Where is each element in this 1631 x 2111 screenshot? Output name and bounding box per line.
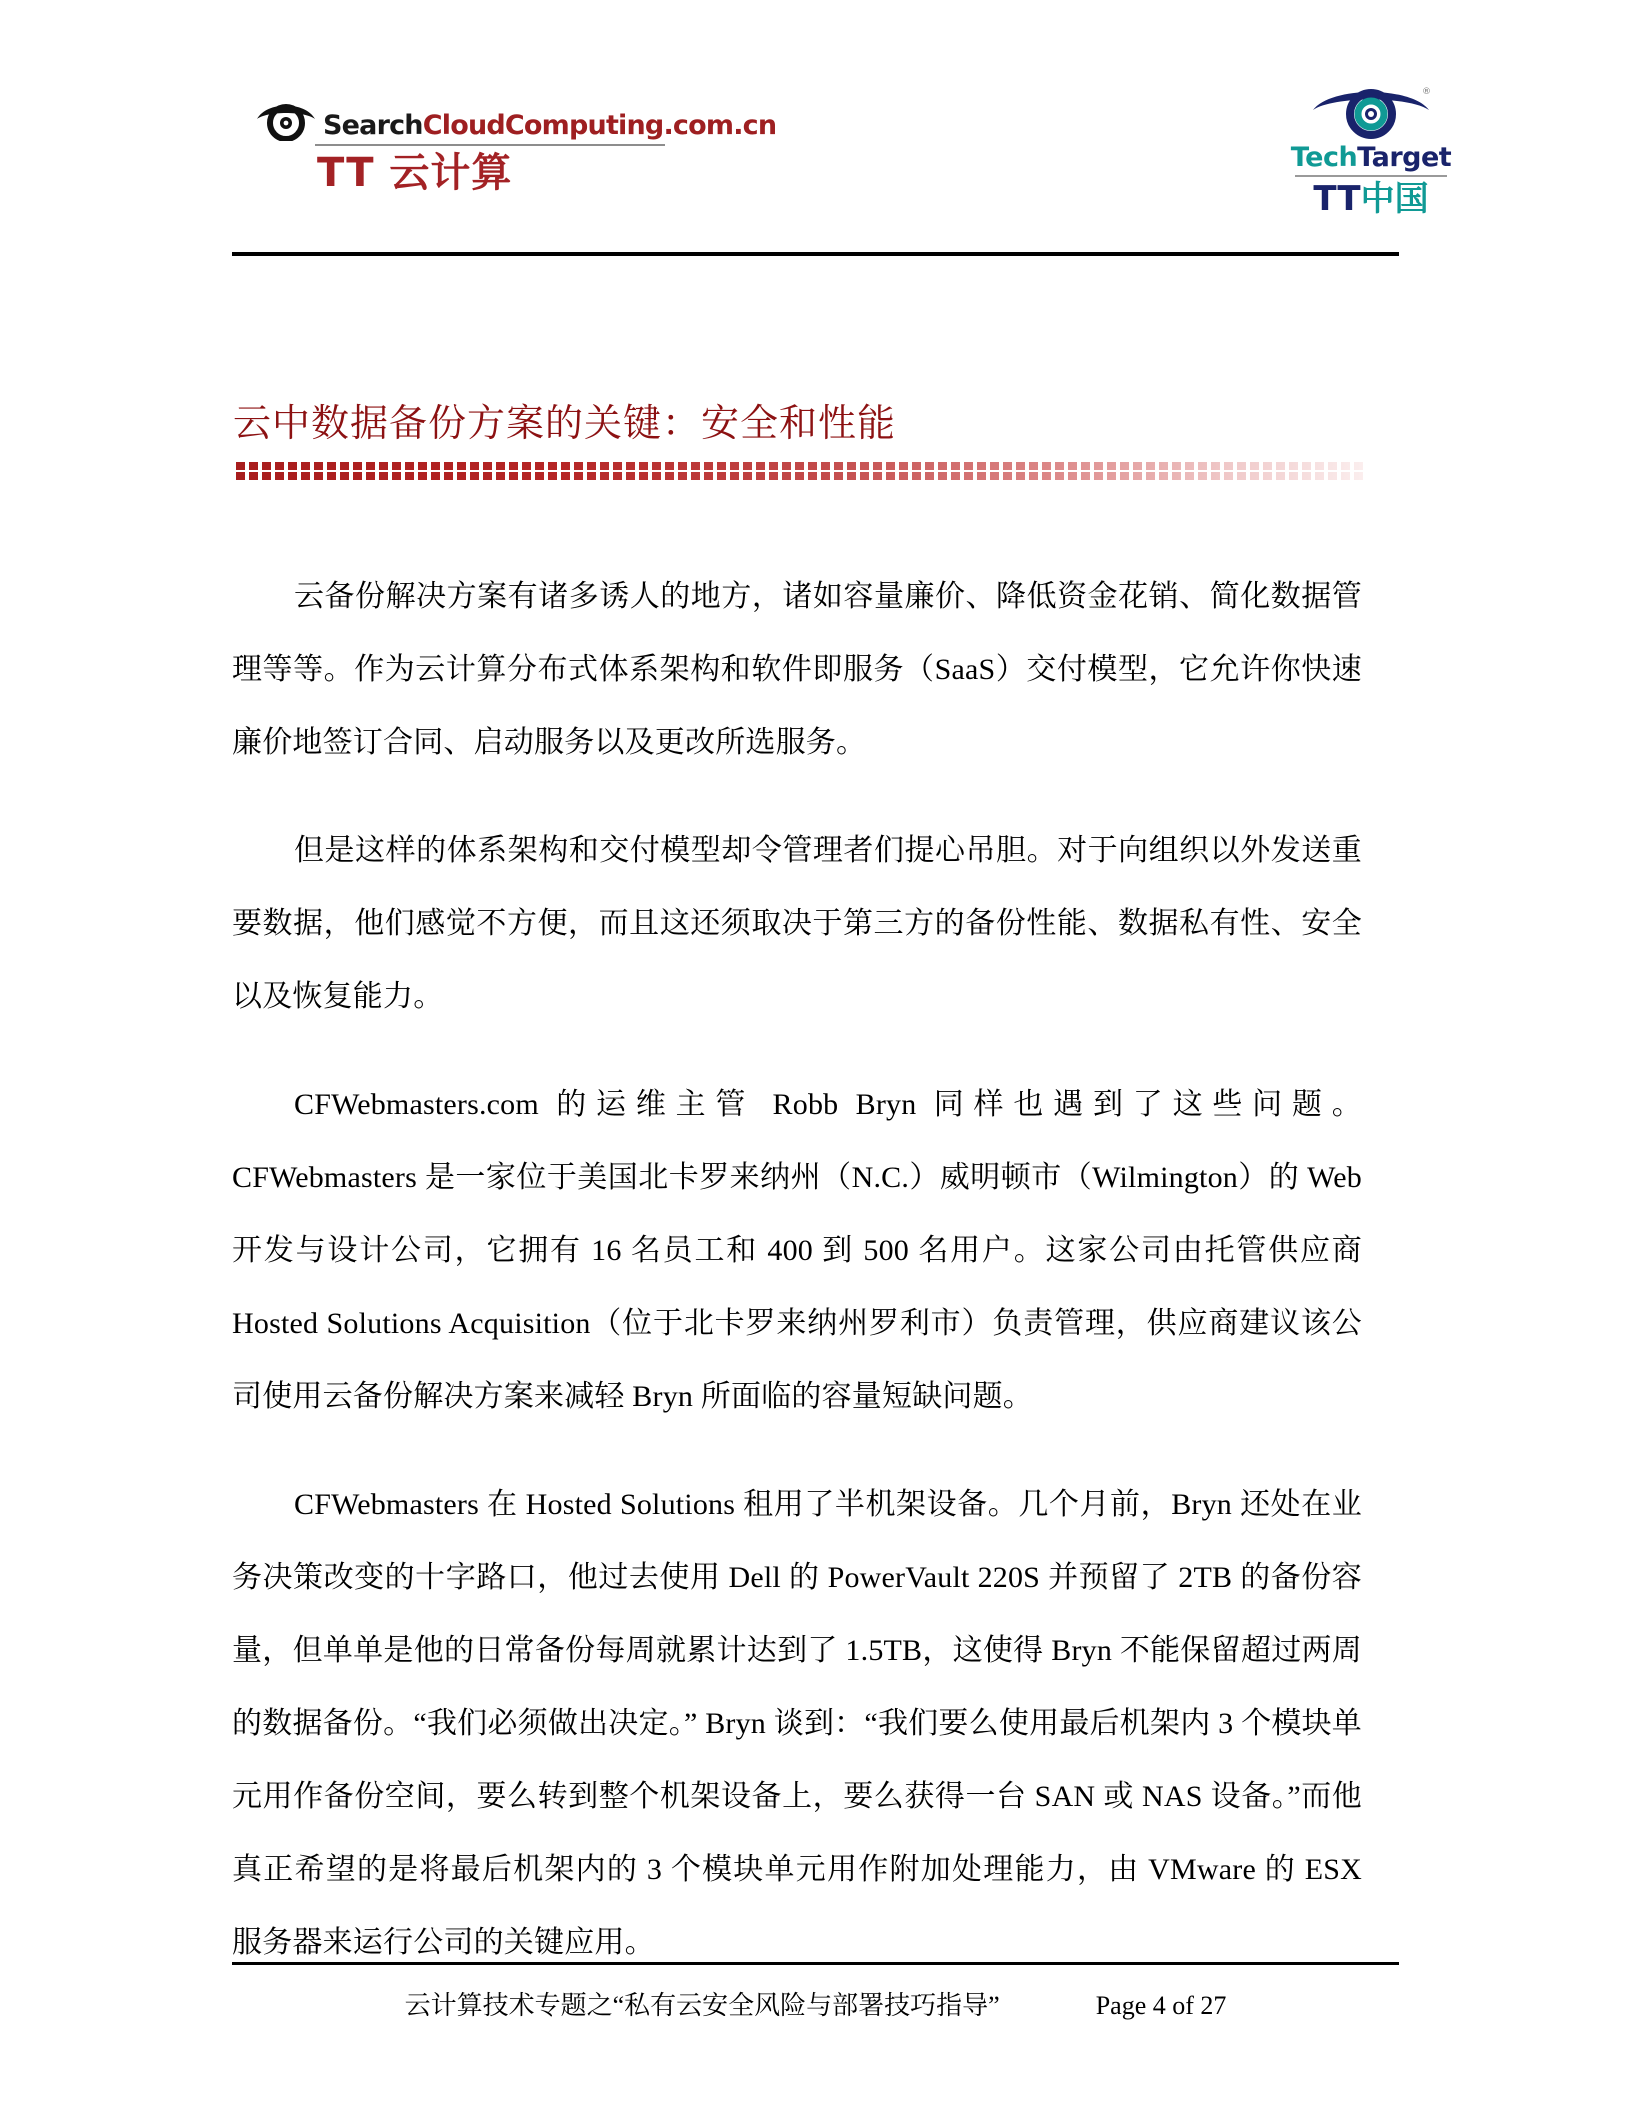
logo-brand-row — [255, 95, 776, 141]
svg-text:®: ® — [1422, 87, 1431, 97]
page-footer — [232, 1985, 1399, 2022]
paragraph: CFWebmasters 在 Hosted Solutions 租用了半机架设备。几个月前，Bryn 还处在业务决策改变的十字路口，他过去使用 Dell 的 PowerVault 220S 并预留了 2TB 的备份容量，但单单是他的日常备份每周就累计达到了 1.5TB，这使得 Bryn 不能保留超过两周的数据备份。“我们必须做出决定。” Bryn 谈到：“我们要么使用最后机架内 3 个模块单元用作备份空间，要么转到整个机架设备上，要么获得一台 SAN 或 NAS 设备。”而他真正希望的是将最后机架内的 3 个模块单元用作附加处理能力，由 VMware 的 ESX 服务器来运行公司的关键应用。 — [232, 1488, 1362, 1959]
eye-icon — [255, 95, 317, 141]
footer-page-number: Page 4 of 27 — [1095, 1991, 1227, 2020]
logo-brand-part2: CloudComputing.com.cn — [422, 110, 777, 141]
techtarget-divider — [1295, 175, 1447, 177]
logo-brand-text — [323, 112, 776, 141]
eye-icon — [1309, 80, 1433, 142]
techtarget-wordmark — [1291, 144, 1451, 171]
techtarget-part2: Target — [1357, 142, 1452, 173]
tt-china-part2: 中国 — [1360, 179, 1429, 219]
page-title: 云中数据备份方案的关键：安全和性能 — [233, 401, 897, 446]
paragraph: 云备份解决方案有诸多诱人的地方，诸如容量廉价、降低资金花销、简化数据管理等等。作为云计算分布式体系架构和软件即服务（SaaS）交付模型，它允许你快速廉价地签订合同、启动服务以及更改所选服务。 — [232, 580, 1362, 759]
page-header — [0, 0, 1631, 260]
techtarget-logo — [1271, 80, 1471, 219]
tt-china-wordmark — [1313, 179, 1429, 219]
header-divider — [232, 252, 1399, 256]
title-decorative-bar — [236, 462, 1364, 482]
tt-china-part1: TT — [1313, 179, 1361, 219]
tt-cloud-subtitle: TT 云计算 — [317, 150, 513, 196]
logo-brand-part1: Search — [323, 110, 423, 141]
searchcloudcomputing-logo — [255, 95, 776, 194]
paragraph: CFWebmasters.com 的运维主管 Robb Bryn 同样也遇到了这些问题。CFWebmasters 是一家位于美国北卡罗来纳州（N.C.）威明顿市（Wilmington）的 Web 开发与设计公司，它拥有 16 名员工和 400 到 500 名用户。这家公司由托管供应商 Hosted Solutions Acquisition（位于北卡罗来纳州罗利市）负责管理，供应商建议该公司使用云备份解决方案来减轻 Bryn 所面临的容量短缺问题。 — [232, 1088, 1362, 1413]
paragraph: 但是这样的体系架构和交付模型却令管理者们提心吊胆。对于向组织以外发送重要数据，他们感觉不方便，而且这还须取决于第三方的备份性能、数据私有性、安全以及恢复能力。 — [232, 834, 1362, 1013]
techtarget-part1: Tech — [1290, 142, 1358, 173]
footer-series-title: 云计算技术专题之“私有云安全风险与部署技巧指导” — [404, 1991, 1000, 2020]
article-body — [232, 560, 1362, 2014]
logo-underline — [315, 144, 665, 146]
footer-divider — [232, 1962, 1399, 1965]
